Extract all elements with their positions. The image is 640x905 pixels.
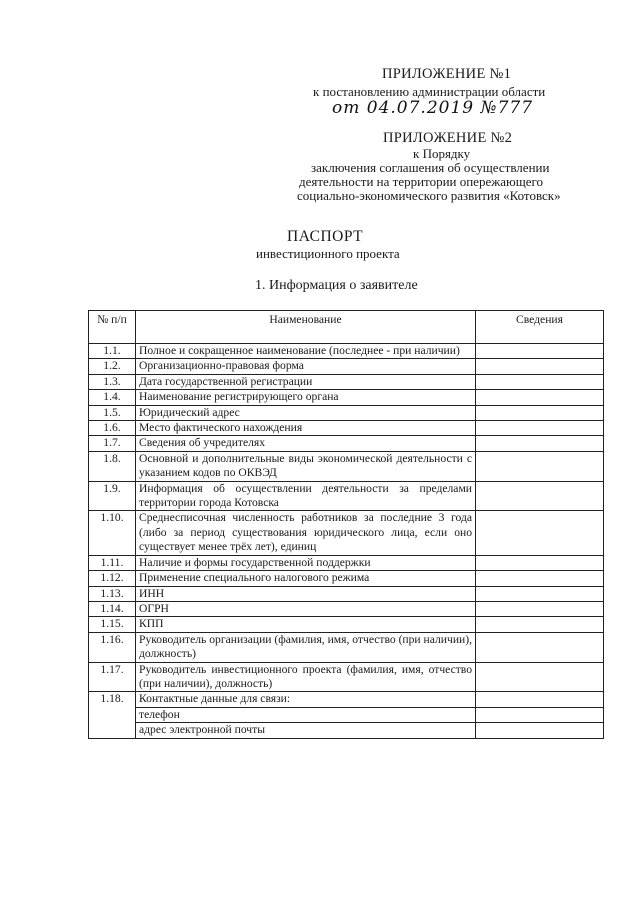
table-header-row [89, 311, 604, 344]
table-row [89, 436, 604, 451]
row-number: 1.2. [89, 359, 136, 374]
row-name-email: адрес электронной почты [136, 723, 476, 738]
row-number: 1.9. [89, 481, 136, 511]
appendix1-reference: к постановлению администрации области [313, 84, 546, 99]
row-number: 1.10. [89, 511, 136, 555]
row-number: 1.4. [89, 390, 136, 405]
row-value [476, 555, 604, 570]
row-value [476, 481, 604, 511]
row-name: Наличие и формы государственной поддержки [136, 555, 476, 570]
table-row [89, 374, 604, 389]
row-name: Место фактического нахождения [136, 421, 476, 436]
row-name: Дата государственной регистрации [136, 374, 476, 389]
table-row [89, 571, 604, 586]
row-value [476, 571, 604, 586]
table-row [89, 405, 604, 420]
row-value [476, 421, 604, 436]
row-value [476, 390, 604, 405]
header-name: Наименование [136, 311, 476, 344]
appendix2-line: к Порядку [413, 146, 471, 161]
row-name-phone: телефон [136, 707, 476, 722]
row-value [476, 617, 604, 632]
handwritten-date-number: от 04.07.2019 №777 [332, 98, 534, 118]
row-value [476, 692, 604, 707]
row-value [476, 601, 604, 616]
applicant-info-table [88, 310, 604, 739]
table-row [89, 707, 604, 722]
row-number: 1.15. [89, 617, 136, 632]
row-number: 1.18. [89, 692, 136, 738]
row-value [476, 359, 604, 374]
table-row [89, 511, 604, 555]
row-number: 1.5. [89, 405, 136, 420]
row-value [476, 586, 604, 601]
table-row [89, 555, 604, 570]
row-number: 1.11. [89, 555, 136, 570]
row-number: 1.8. [89, 451, 136, 481]
row-name: Наименование регистрирующего органа [136, 390, 476, 405]
row-name: Руководитель организации (фамилия, имя, отчество (при наличии), должность) [136, 632, 476, 662]
row-number: 1.7. [89, 436, 136, 451]
row-name: Полное и сокращенное наименование (последнее - при наличии) [136, 344, 476, 359]
table-row [89, 632, 604, 662]
row-value [476, 707, 604, 722]
row-number: 1.17. [89, 662, 136, 692]
row-value [476, 405, 604, 420]
document-subtitle: инвестиционного проекта [256, 246, 400, 261]
row-name: ОГРН [136, 601, 476, 616]
row-name: Применение специального налогового режима [136, 571, 476, 586]
row-value [476, 451, 604, 481]
table-row [89, 601, 604, 616]
row-name: Информация об осуществлении деятельности за пределами территории города Котовска [136, 481, 476, 511]
header-number: № п/п [89, 311, 136, 344]
row-value [476, 662, 604, 692]
appendix2-line: деятельности на территории опережающего [299, 174, 543, 189]
table-row [89, 390, 604, 405]
row-number: 1.3. [89, 374, 136, 389]
row-name: Организационно-правовая форма [136, 359, 476, 374]
row-value [476, 723, 604, 738]
row-name: Среднесписочная численность работников за последние 3 года (либо за период существования юридического лица, если оно существует менее трёх лет), единиц [136, 511, 476, 555]
table-row [89, 692, 604, 707]
table-row [89, 723, 604, 738]
row-name: Руководитель инвестиционного проекта (фамилия, имя, отчество (при наличии), должность) [136, 662, 476, 692]
row-number: 1.13. [89, 586, 136, 601]
table-row [89, 662, 604, 692]
appendix2-line: социально-экономического развития «Котовск» [297, 188, 561, 203]
row-number: 1.16. [89, 632, 136, 662]
row-name: КПП [136, 617, 476, 632]
table-row [89, 359, 604, 374]
row-value [476, 632, 604, 662]
row-number: 1.14. [89, 601, 136, 616]
appendix1-title: ПРИЛОЖЕНИЕ №1 [382, 66, 512, 82]
document-title: ПАСПОРТ [287, 228, 364, 245]
row-value [476, 436, 604, 451]
row-value [476, 374, 604, 389]
row-number: 1.1. [89, 344, 136, 359]
table-row [89, 344, 604, 359]
appendix2-title: ПРИЛОЖЕНИЕ №2 [383, 130, 513, 146]
table-row [89, 421, 604, 436]
row-name: Юридический адрес [136, 405, 476, 420]
row-name: Основной и дополнительные виды экономической деятельности с указанием кодов по ОКВЭД [136, 451, 476, 481]
table-row [89, 451, 604, 481]
row-value [476, 511, 604, 555]
row-number: 1.6. [89, 421, 136, 436]
header-value: Сведения [476, 311, 604, 344]
table-row [89, 481, 604, 511]
table-row [89, 617, 604, 632]
appendix2-line: заключения соглашения об осуществлении [311, 160, 550, 175]
section-title: 1. Информация о заявителе [255, 278, 418, 293]
row-name: Контактные данные для связи: [136, 692, 476, 707]
row-value [476, 344, 604, 359]
table-row [89, 586, 604, 601]
row-number: 1.12. [89, 571, 136, 586]
row-name: Сведения об учредителях [136, 436, 476, 451]
row-name: ИНН [136, 586, 476, 601]
